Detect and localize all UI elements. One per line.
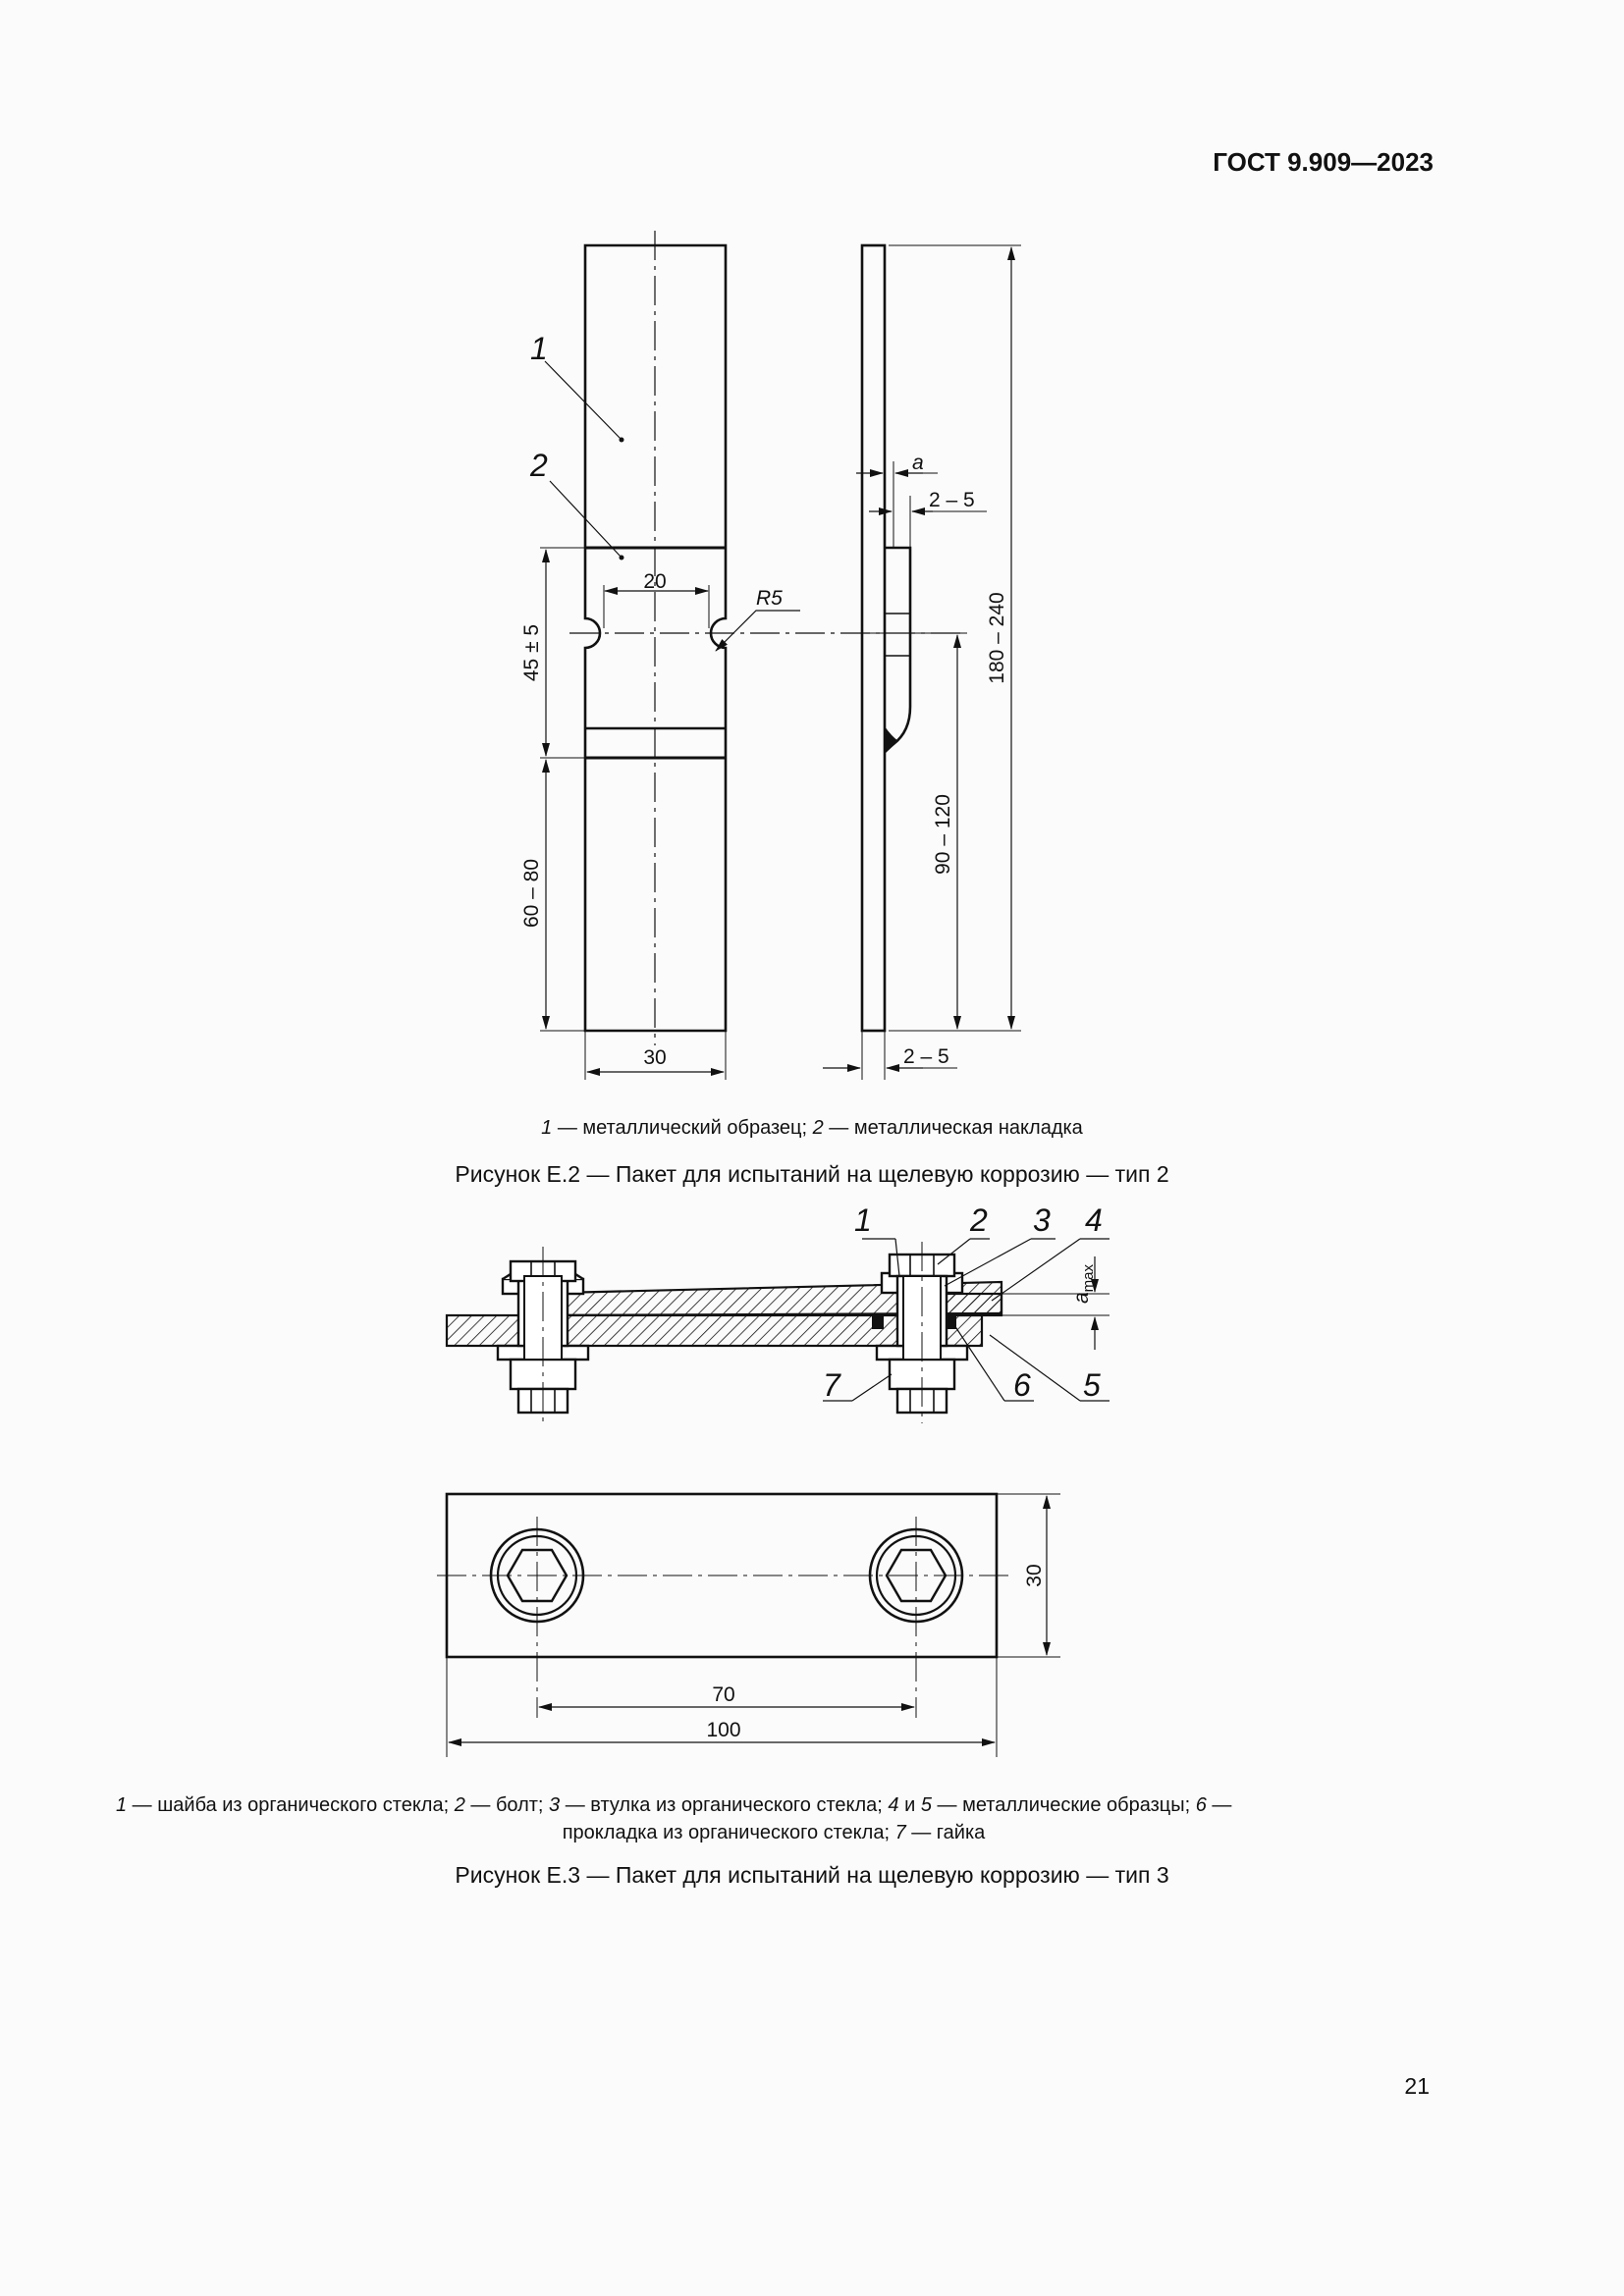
e3-callout-7: 7 [823,1367,840,1403]
e2-dim-20: 20 [643,570,667,593]
e3-callout-6: 6 [1013,1367,1031,1403]
e3-callout-3: 3 [1033,1202,1051,1238]
e3-dim-100: 100 [706,1719,741,1741]
e2-dim-overlay-thickness: 2 – 5 [929,489,975,511]
e2-callout-2: 2 [530,448,548,483]
e2-dim-60-80: 60 – 80 [520,858,543,929]
e3-dim-a-max: amax [1070,1263,1097,1304]
e3-callout-2: 2 [970,1202,988,1238]
figure-e2-caption: Рисунок Е.2 — Пакет для испытаний на щелевую коррозию — тип 2 [455,1161,1169,1187]
figure-e3-caption: Рисунок Е.3 — Пакет для испытаний на щелевую коррозию — тип 3 [455,1862,1169,1888]
e2-callout-1-dot [620,438,624,443]
e3-plan-view [437,1494,1060,1757]
e3-callout-4: 4 [1085,1202,1103,1238]
e2-dim-180-240: 180 – 240 [986,592,1008,684]
e2-dim-90-120: 90 – 120 [932,794,954,875]
e2-dim-r5: R5 [756,587,783,610]
e2-callout-1: 1 [530,331,548,366]
figure-e3-legend: 1 — шайба из органического стекла; 2 — болт; 3 — втулка из органического стекла; 4 и 5 — металлические образцы; 6 — прокладка из органического стекла; 7 — гайка [116,1794,1232,1843]
e2-callout-2-dot [620,556,624,561]
e2-dim-sample-thickness: 2 – 5 [903,1045,949,1068]
page-number: 21 [1404,2073,1430,2099]
e3-section-view [447,1239,1110,1423]
e2-dim-45: 45 ± 5 [520,623,543,682]
e3-callout-5: 5 [1083,1367,1101,1403]
e2-dim-30: 30 [643,1046,667,1069]
e2-dim-a: a [912,452,924,474]
e3-dim-30: 30 [1023,1564,1046,1587]
figure-e2-legend: 1 — металлический образец; 2 — металлическая накладка [541,1117,1083,1139]
e3-callout-1: 1 [854,1202,872,1238]
e3-dim-70: 70 [712,1683,735,1706]
document-id: ГОСТ 9.909—2023 [1213,147,1434,177]
